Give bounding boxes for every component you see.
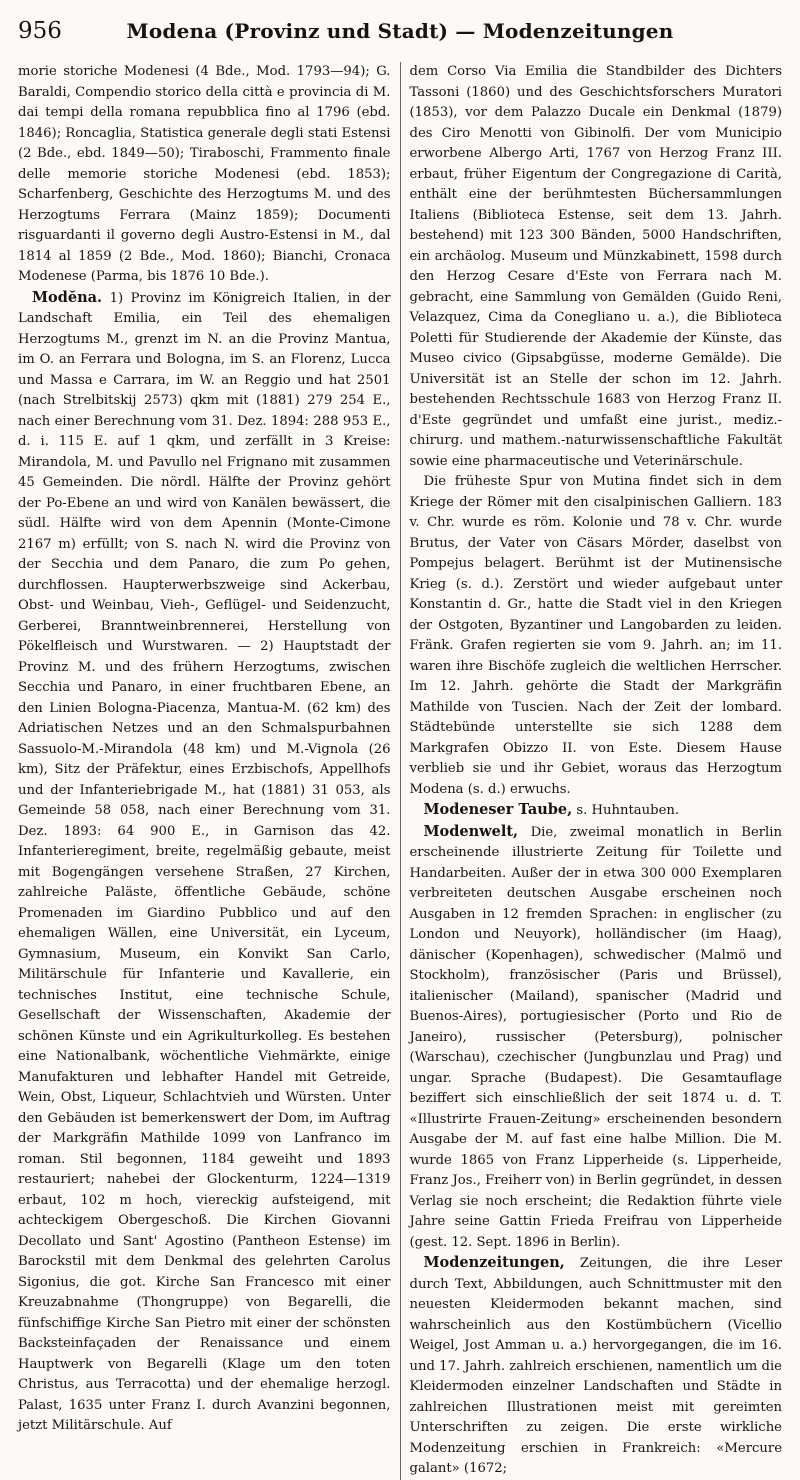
entry-modenzeitungen — [410, 1253, 783, 1480]
entry-headword: Modĕna. — [32, 288, 103, 306]
entry-body: 1) Provinz im Königreich Italien, in der Landschaft Emilia, ein Teil des ehemaligen Herzogtums M., grenzt im N. an die Provinz Mantua, im O. an Ferrara und Bologna, im S. an Florenz, Lucca und Massa e Carrara, im W. an Reggio und hat 2501 (nach Strelbitskij 2573) qkm mit (1881) 279 254 E., nach einer Berechnung vom 31. Dez. 1894: 288 953 E., d. i. 115 E. auf 1 qkm, und zerfällt in 3 Kreise: Mirandola, M. und Pavullo nel Frignano mit zusammen 45 Gemeinden. Die nördl. Hälfte der Provinz gehört der Po-Ebene an und wird von Kanälen bewässert, die südl. Hälfte wird von dem Apennin (Monte-Cimone 2167 m) erfüllt; von S. nach N. wird die Provinz von der Secchia und dem Panaro, die zum Po gehen, durchflossen. Haupterwerbszweige sind Ackerbau, Obst- und Weinbau, Vieh-, Geflügel- und Seidenzucht, Gerberei, Branntweinbrennerei, Herstellung von Pökelfleisch und Wurstwaren. — 2) Hauptstadt der Provinz M. und des frühern Herzogtums, zwischen Secchia und Panaro, in einer fruchtbaren Ebene, an den Linien Bologna-Piacenza, Mantua-M. (62 km) des Adriatischen Netzes und an den Schmalspurbahnen Sassuolo-M.-Mirandola (48 km) und M.-Vignola (26 km), Sitz der Präfektur, eines Erzbischofs, Appellhofs und der Infanteriebrigade M., hat (1881) 31 053, als Gemeinde 58 058, nach einer Berechnung vom 31. Dez. 1893: 64 900 E., in Garnison das 42. Infanterieregiment, breite, regelmäßig gebaute, meist mit Bogengängen versehene Straßen, 27 Kirchen, zahlreiche Paläste, öffentliche Gebäude, schöne Promenaden im Giardino Pubblico und auf den ehemaligen Wällen, eine Universität, ein Lyceum, Gymnasium, Museum, ein Konvikt San Carlo, Militärschule für Infanterie und Kavallerie, ein technisches Institut, eine technische Schule, Gesellschaft der Wissenschaften, Akademie der schönen Künste und ein Agrikulturkolleg. Es bestehen eine Nationalbank, wöchentliche Viehmärkte, einige Manufakturen und lebhafter Handel mit Getreide, Wein, Obst, Liqueur, Schlachtvieh und Würsten. Unter den Gebäuden ist bemerkenswert der Dom, im Auftrag der Markgräfin Mathilde 1099 von Lanfranco im roman. Stil begonnen, 1184 geweiht und 1893 restauriert; nahebei der Glockenturm, 1224—1319 erbaut, 102 m hoch, viereckig aufsteigend, mit achteckigem Obergeschoß. Die Kirchen Giovanni Decollato und Sant' Agostino (Pantheon Estense) im Barockstil mit dem Denkmal des gelehrten Carolus Sigonius, die got. Kirche San Francesco mit einer Kreuzabnahme (Thongruppe) von Begarelli, die fünfschiffige Kirche San Pietro mit einer der schönsten Backsteinfaçaden der Renaissance und einem Hauptwerk von Begarelli (Klage um den toten Christus, aus Terracotta) und der ehemalige herzogl. Palast, 1635 unter Franz I. durch Avanzini begonnen, jetzt Militärschule. Auf — [18, 290, 391, 1433]
entry-headword: Modeneser Taube, — [423, 801, 573, 818]
entry-modenwelt — [410, 822, 783, 1254]
running-title: Modena (Provinz und Stadt) — Modenzeitungen — [126, 19, 674, 43]
text-columns — [18, 62, 782, 1480]
entry-body: Die, zweimal monatlich in Berlin erscheinende illustrierte Zeitung für Toilette und Handarbeiten. Außer der in etwa 300 000 Exemplaren verbreiteten deutschen Ausgabe erscheinen noch Ausgaben in 12 fremden Sprachen: in englischer (zu London und Neuyork), holländischer (im Haag), dänischer (Kopenhagen), schwedischer (Malmö und Stockholm), französischer (Paris und Brüssel), italienischer (Mailand), spanischer (Madrid und Buenos-Aires), portugiesischer (Porto und Rio de Janeiro), russischer (Petersburg), polnischer (Warschau), czechischer (Jungbunzlau und Prag) und ungar. Sprache (Budapest). Die Gesamtauflage beziffert sich einschließlich der seit 1874 u. d. T. «Illustrirte Frauen-Zeitung» erscheinenden besondern Ausgabe der M. auf fast eine halbe Million. Die M. wurde 1865 von Franz Lipperheide (s. Lipperheide, Franz Jos., Freiherr von) in Berlin gegründet, in dessen Verlag sie noch erscheint; die Redaktion führte viele Jahre seine Gattin Frieda Freifrau von Lipperheide (gest. 12. Sept. 1896 in Berlin). — [409, 824, 782, 1250]
entry-modena — [18, 288, 391, 1437]
entry-headword: Modenwelt, — [423, 822, 519, 840]
entry-body: s. Huhntauben. — [572, 803, 680, 818]
left-column — [18, 62, 400, 1480]
entry-modeneser-taube — [410, 800, 783, 822]
right-column — [400, 62, 783, 1480]
page-number: 956 — [18, 18, 62, 44]
page-header — [18, 18, 782, 62]
entry-headword: Modenzeitungen, — [423, 1254, 565, 1271]
history-paragraph: Die früheste Spur von Mutina findet sich in dem Kriege der Römer mit den cisalpinischen Galliern. 183 v. Chr. wurde es röm. Kolonie und 78 v. Chr. wurde Brutus, der Vater von Cäsars Mörder, daselbst von Pompejus belagert. Berühmt ist der Mutinensische Krieg (s. d.). Zerstört und wieder aufgebaut unter Konstantin d. Gr., hatte die Stadt viel in den Kriegen der Ostgoten, Byzantiner und Langobarden zu leiden. Fränk. Grafen regierten sie vom 9. Jahrh. an; im 11. waren ihre Bischöfe zugleich die weltlichen Herrscher. Im 12. Jahrh. gehörte die Stadt der Markgräfin Mathilde von Tuscien. Nach der Zeit der lombard. Städtebünde unterstellte sie sich 1288 dem Markgrafen Obizzo II. von Este. Diesem Hause verblieb sie und ihr Gebiet, woraus das Herzogtum Modena (s. d.) erwuchs. — [409, 474, 782, 797]
entry-body: Zeitungen, die ihre Leser durch Text, Abbildungen, auch Schnittmuster mit den neuesten Kleidermoden bekannt machen, sind wahrscheinlich aus den Kostümbüchern (Vicellio Weigel, Jost Amman u. a.) hervorgegangen, die im 16. und 17. Jahrh. zahlreich erschienen, namentlich um die Kleidermoden einzelner Landschaften und Städte in zahlreichen Illustrationen meist mit gereimten Unterschriften zu zeigen. Die erste wirkliche Modenzeitung erschien in Frankreich: «Mercure galant» (1672; — [409, 1256, 782, 1476]
city-continuation: dem Corso Via Emilia die Standbilder des Dichters Tassoni (1860) und des Geschichtsforschers Muratori (1853), vor dem Palazzo Ducale ein Denkmal (1879) des Ciro Menotti von Gibinolfi. Der vom Municipio erworbene Albergo Arti, 1767 von Herzog Franz III. erbaut, früher Eigentum der Congregazione di Carità, enthält eine der berühmtesten Büchersammlungen Italiens (Biblioteca Estense, seit dem 13. Jahrh. bestehend) mit 123 300 Bänden, 5000 Handschriften, ein archäolog. Museum und Münzkabinett, 1598 durch den Herzog Cesare d'Este von Ferrara nach M. gebracht, eine Sammlung von Gemälden (Guido Reni, Velazquez, Cima da Conegliano u. a.), die Biblioteca Poletti für Studierende der Akademie der Künste, das Museo civico (Gipsabgüsse, moderne Gemälde). Die Universität ist an Stelle der schon im 12. Jahrh. bestehenden Rechtsschule 1683 von Herzog Franz II. d'Este gegründet und umfaßt eine jurist., mediz.-chirurg. und mathem.-naturwissenschaftliche Fakultät sowie eine pharmaceutische und Veterinärschule. — [409, 64, 782, 469]
bibliography-continuation: morie storiche Modenesi (4 Bde., Mod. 1793—94); G. Baraldi, Compendio storico della città e provincia di M. dai tempi della romana repubblica fino al 1796 (ebd. 1846); Roncaglia, Statistica generale degli stati Estensi (2 Bde., ebd. 1849—50); Tiraboschi, Frammento finale delle memorie storiche Modenesi (ebd. 1853); Scharfenberg, Geschichte des Herzogtums M. und des Herzogtums Ferrara (Mainz 1859); Documenti risguardanti il governo degli Austro-Estensi in M., dal 1814 al 1859 (2 Bde., Mod. 1860); Bianchi, Cronaca Modenese (Parma, bis 1876 10 Bde.). — [18, 64, 391, 284]
